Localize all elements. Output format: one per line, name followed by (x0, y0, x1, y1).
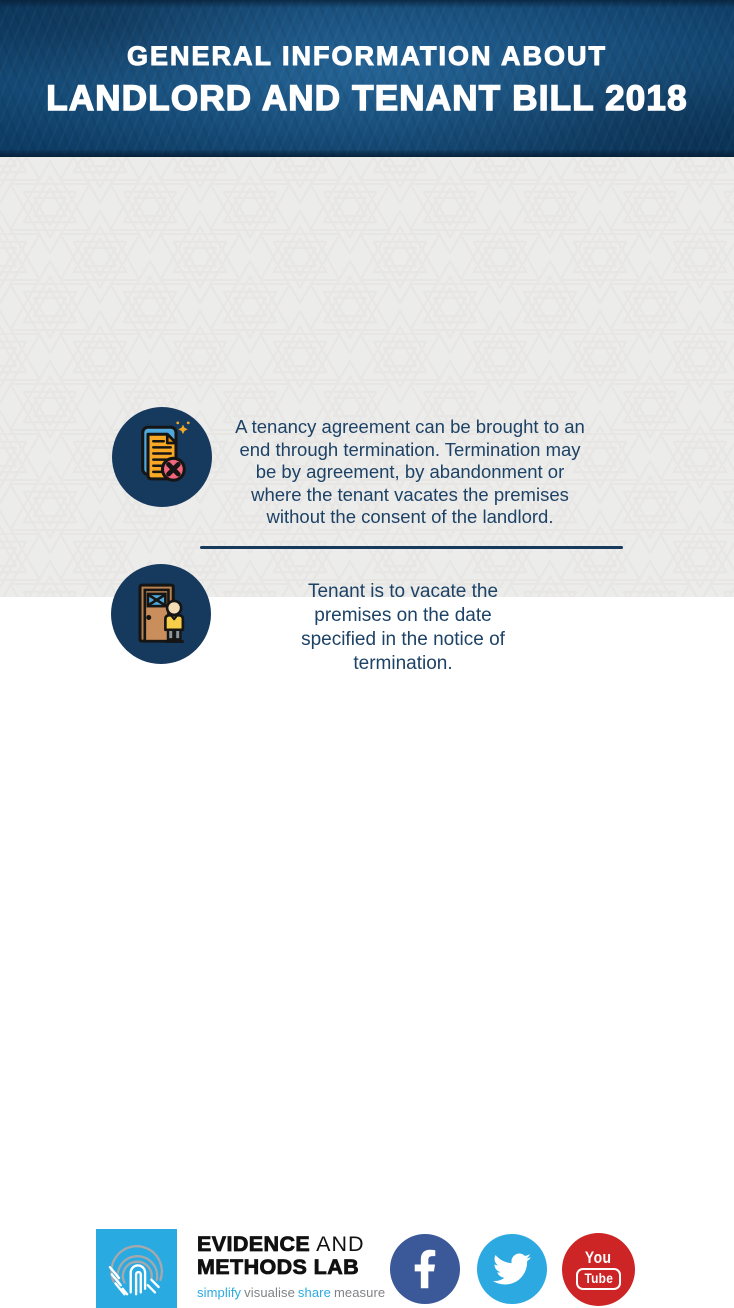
title-line-1: GENERAL INFORMATION ABOUT (127, 41, 607, 71)
header-banner (0, 0, 734, 157)
facebook-icon[interactable] (390, 1234, 460, 1304)
termination-paragraph: A tenancy agreement can be brought to an end through termination. Termination may be by agreement, by abandonment or where the tenant vacates the premises without the consent of the landlord. (235, 416, 585, 527)
youtube-label-you: You (585, 1248, 612, 1267)
vacate-door-icon (111, 564, 211, 664)
youtube-tube-box (576, 1268, 622, 1290)
brand-wordmark (197, 1233, 388, 1300)
brand-line-1: EVIDENCE AND (197, 1232, 365, 1256)
youtube-icon[interactable] (562, 1233, 635, 1306)
info-block-termination (112, 407, 592, 529)
twitter-icon[interactable] (477, 1234, 547, 1304)
fingerprint-logo-icon (96, 1229, 177, 1308)
youtube-label-tube: Tube (584, 1270, 613, 1286)
vacate-paragraph: Tenant is to vacate the premises on the date specified in the notice of termination. (301, 581, 505, 674)
terminated-document-icon (112, 407, 212, 507)
section-divider (200, 546, 623, 549)
brand-line-2: METHODS LAB (197, 1255, 360, 1279)
title-line-2: LANDLORD AND TENANT BILL 2018 (46, 79, 688, 118)
info-block-vacate (111, 564, 531, 676)
arabesque-pattern-background (0, 157, 734, 597)
brand-tagline: simplify visualise share measure (197, 1285, 386, 1300)
content-section (0, 157, 734, 674)
